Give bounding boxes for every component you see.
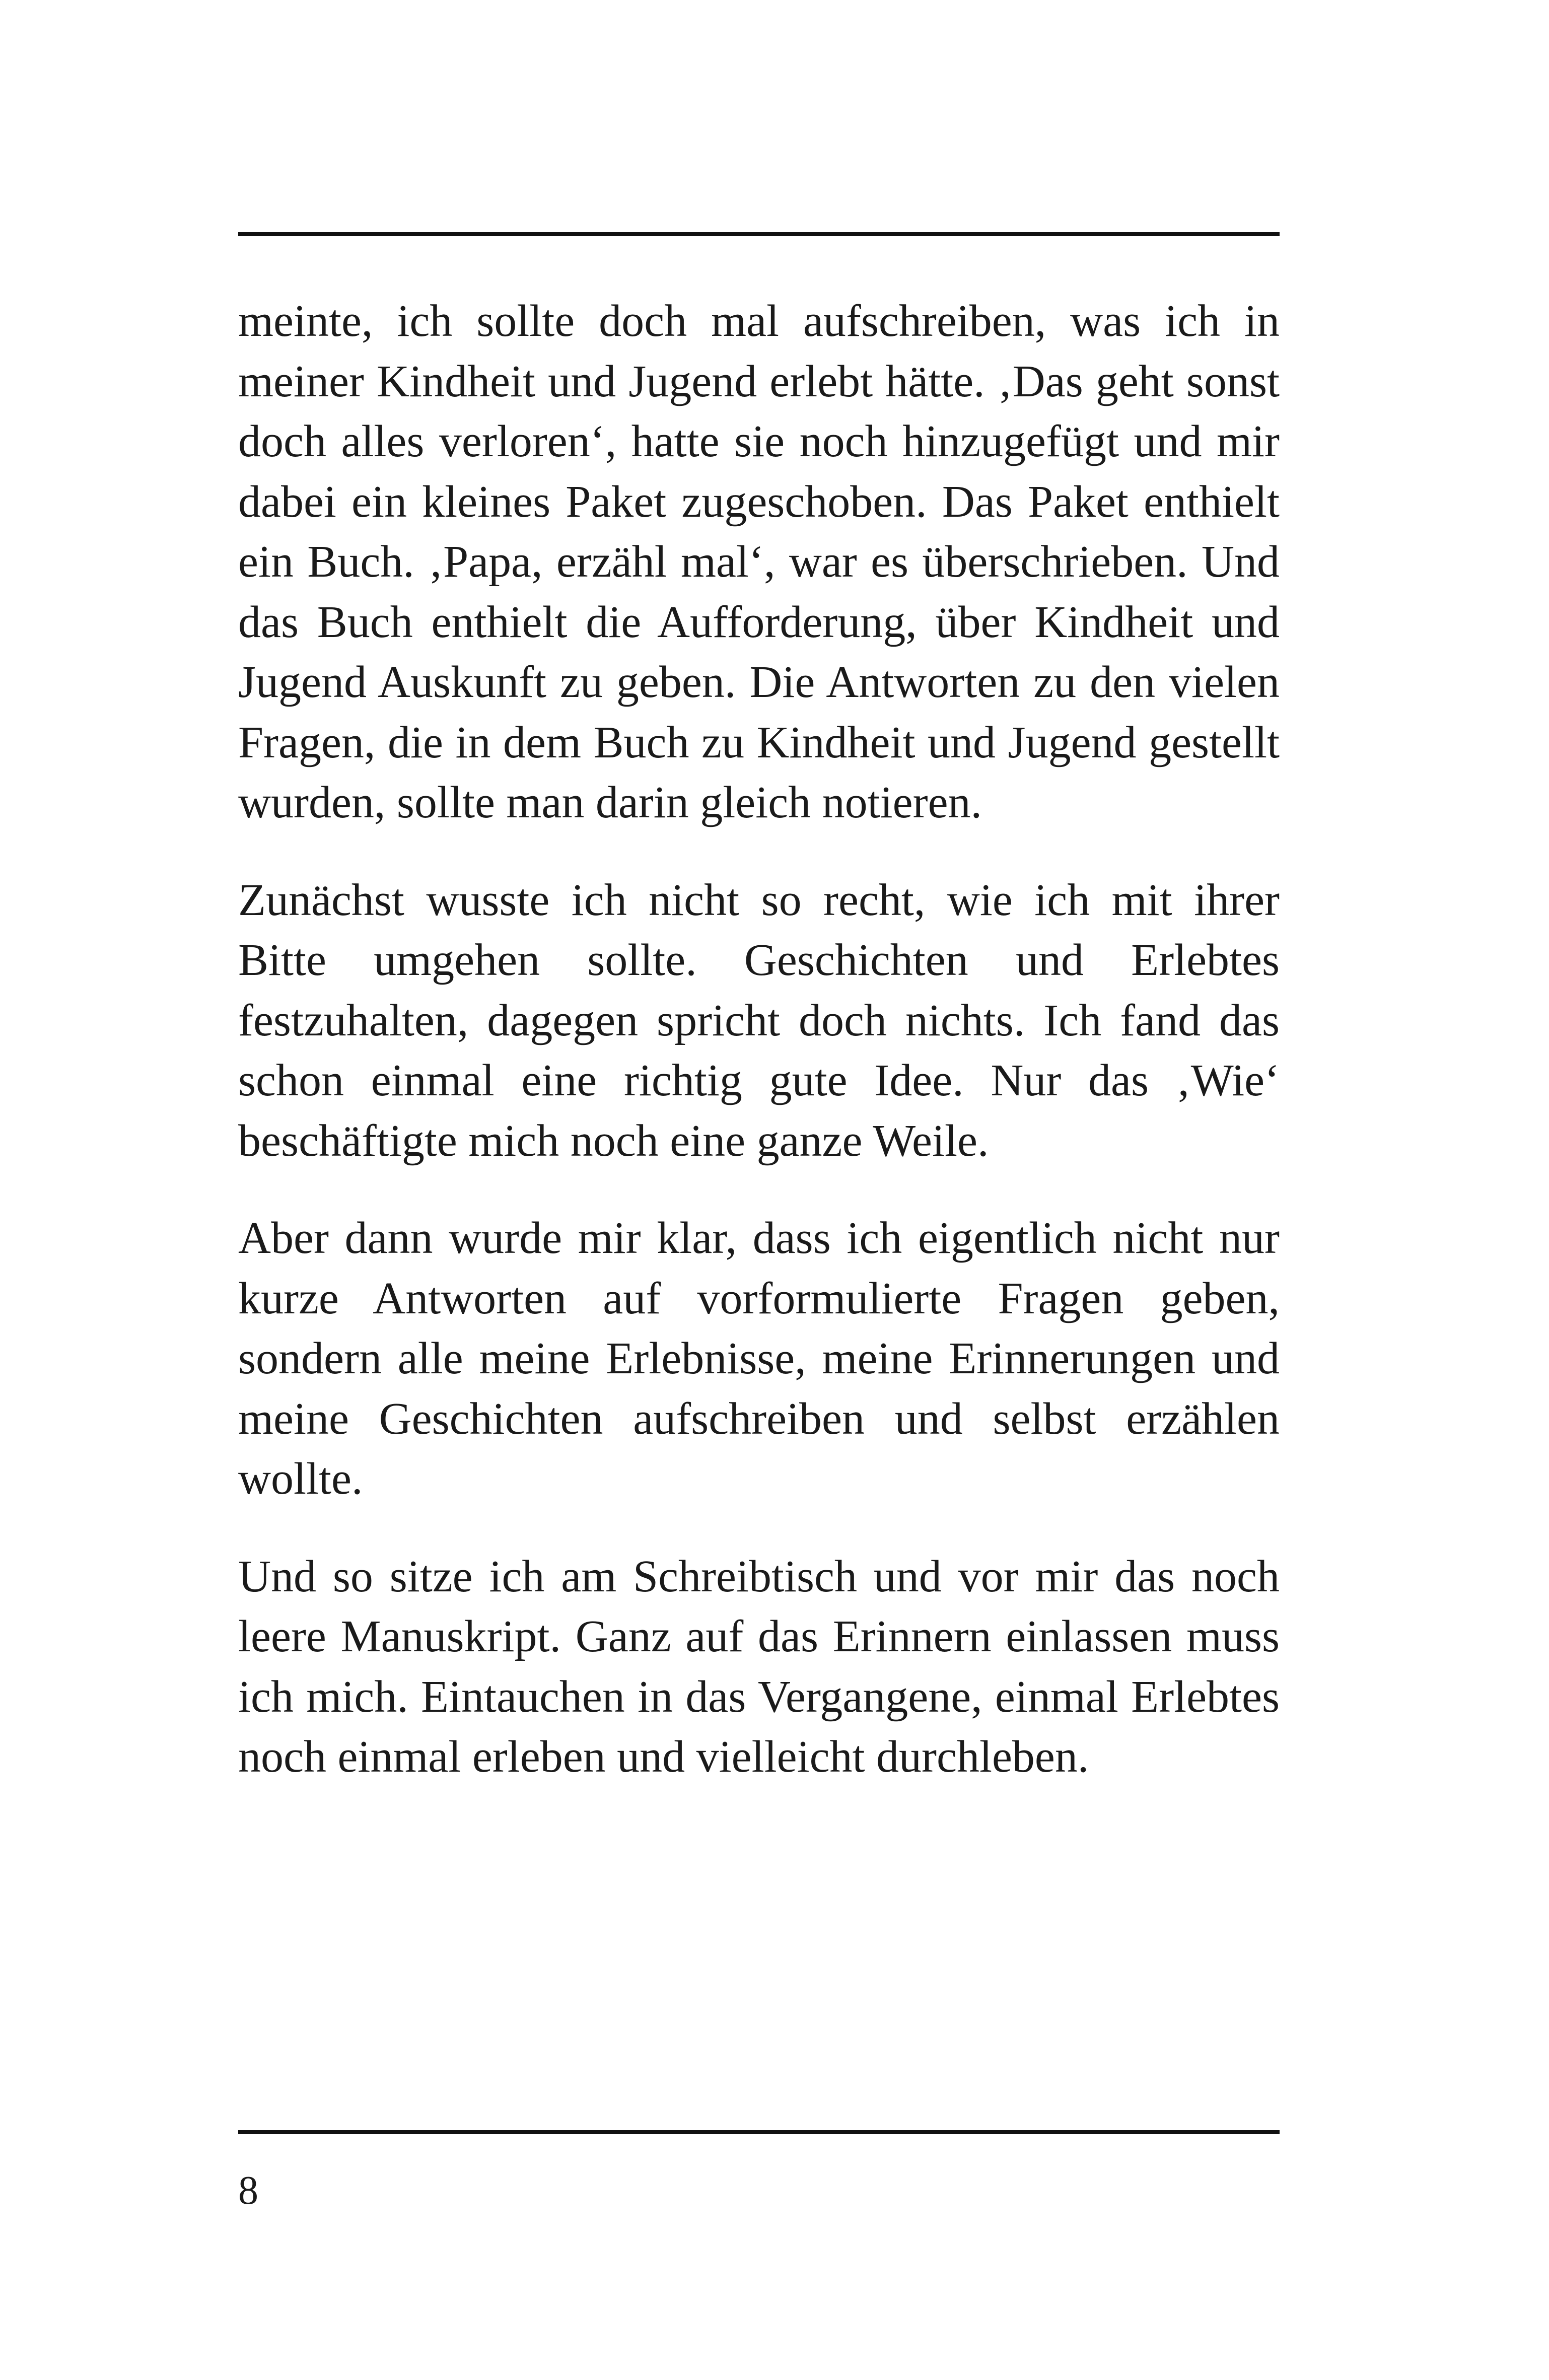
- footer-rule: [238, 2130, 1280, 2134]
- page-number: 8: [238, 2168, 258, 2213]
- body-text: [238, 291, 1280, 1787]
- paragraph: Aber dann wurde mir klar, dass ich eigentlich nicht nur kurze Antworten auf vorformulierte Fragen geben, sondern alle meine Erlebnisse, meine Erinnerungen und meine Geschichten aufschreiben und selbst erzählen wollte.: [238, 1213, 1280, 1504]
- paragraph: Zunächst wusste ich nicht so recht, wie ich mit ihrer Bitte umgehen sollte. Geschichten und Erlebtes festzuhalten, dagegen spricht doch nichts. Ich fand das schon einmal eine richtig gute Idee. Nur das ‚Wie‘ beschäftigte mich noch eine ganze Weile.: [238, 875, 1280, 1166]
- paragraph: meinte, ich sollte doch mal aufschreiben, was ich in meiner Kindheit und Jugend erlebt hätte. ‚Das geht sonst doch alles verloren‘, hatte sie noch hinzugefügt und mir dabei ein kleines Paket zugeschoben. Das Paket enthielt ein Buch. ‚Papa, erzähl mal‘, war es überschrieben. Und das Buch enthielt die Aufforderung, über Kindheit und Jugend Auskunft zu geben. Die Antworten zu den vielen Fragen, die in dem Buch zu Kindheit und Jugend gestellt wurden, sollte man darin gleich notieren.: [238, 296, 1280, 827]
- header-rule: [238, 232, 1280, 236]
- paragraph: Und so sitze ich am Schreibtisch und vor mir das noch leere Manuskript. Ganz auf das Erinnern einlassen muss ich mich. Eintauchen in das Vergangene, einmal Erlebtes noch einmal erleben und vielleicht durchleben.: [238, 1551, 1280, 1782]
